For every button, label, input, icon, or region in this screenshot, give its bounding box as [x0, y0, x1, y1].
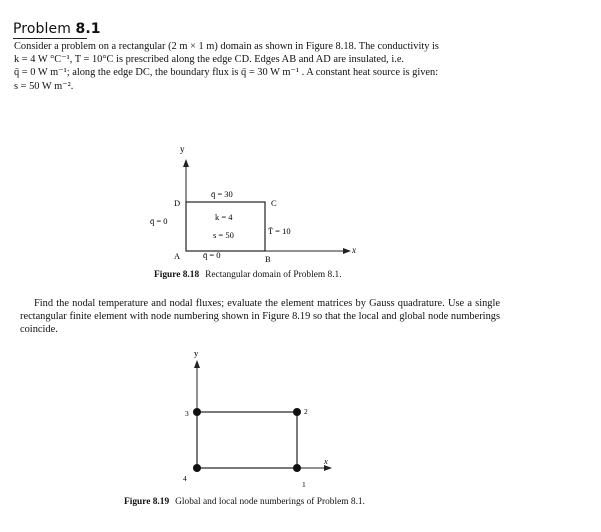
task-paragraph: Find the nodal temperature and nodal fluxes; evaluate the element matrices by Gauss quadrature. Use a single rectangular finite element with node numbering shown in Figure 8.19 so that the local and global node numberings coincide.	[20, 298, 500, 336]
temperature-label: T̄ = 10	[268, 226, 291, 236]
corner-b-label: B	[265, 254, 271, 264]
corner-a-label: A	[174, 251, 181, 261]
node-1-label: 1	[302, 480, 306, 489]
y-axis-label: y	[194, 348, 199, 358]
corner-c-label: C	[271, 198, 277, 208]
node-1-marker	[293, 464, 301, 472]
element-rectangle	[197, 412, 297, 468]
figure-8-19	[183, 348, 331, 489]
figure-8-18	[150, 144, 356, 264]
y-axis-label: y	[180, 144, 185, 154]
node-3-marker	[193, 408, 201, 416]
x-axis-label: x	[352, 245, 356, 255]
caption-text: Global and local node numberings of Problem 8.1.	[175, 497, 365, 507]
flux-left-label: q̄ = 0	[150, 216, 168, 226]
problem-label: Problem	[13, 21, 71, 37]
conductivity-label: k = 4	[215, 212, 233, 222]
figure-8-18-caption	[154, 270, 342, 280]
domain-rectangle	[186, 202, 265, 251]
statement-line: Consider a problem on a rectangular (2 m × 1 m) domain as shown in Figure 8.18. The conductivity is	[14, 41, 439, 52]
node-3-label: 3	[185, 409, 189, 418]
statement-line: q̄ = 0 W m⁻¹; along the edge DC, the boundary flux is q̄ = 30 W m⁻¹ . A constant heat source is given:	[14, 67, 439, 79]
statement-line: s = 50 W m⁻².	[14, 80, 74, 92]
node-2-label: 2	[304, 407, 308, 416]
caption-label: Figure 8.18	[154, 270, 200, 280]
figure-8-19-caption	[124, 497, 365, 507]
caption-text: Rectangular domain of Problem 8.1.	[205, 270, 342, 280]
x-axis-label: x	[324, 456, 328, 466]
node-2-marker	[293, 408, 301, 416]
caption-label: Figure 8.19	[124, 497, 170, 507]
source-label: s = 50	[213, 230, 234, 240]
problem-number: 8.1	[75, 21, 101, 37]
corner-d-label: D	[174, 198, 181, 208]
flux-bottom-label: q̄ = 0	[203, 250, 221, 260]
node-4-marker	[193, 464, 201, 472]
statement-line: k = 4 W °C⁻¹, T = 10°C is prescribed along the edge CD. Edges AB and AD are insulated, i.e.	[14, 54, 405, 66]
flux-top-label: q̄ = 30	[211, 189, 233, 199]
node-4-label: 4	[183, 474, 187, 483]
